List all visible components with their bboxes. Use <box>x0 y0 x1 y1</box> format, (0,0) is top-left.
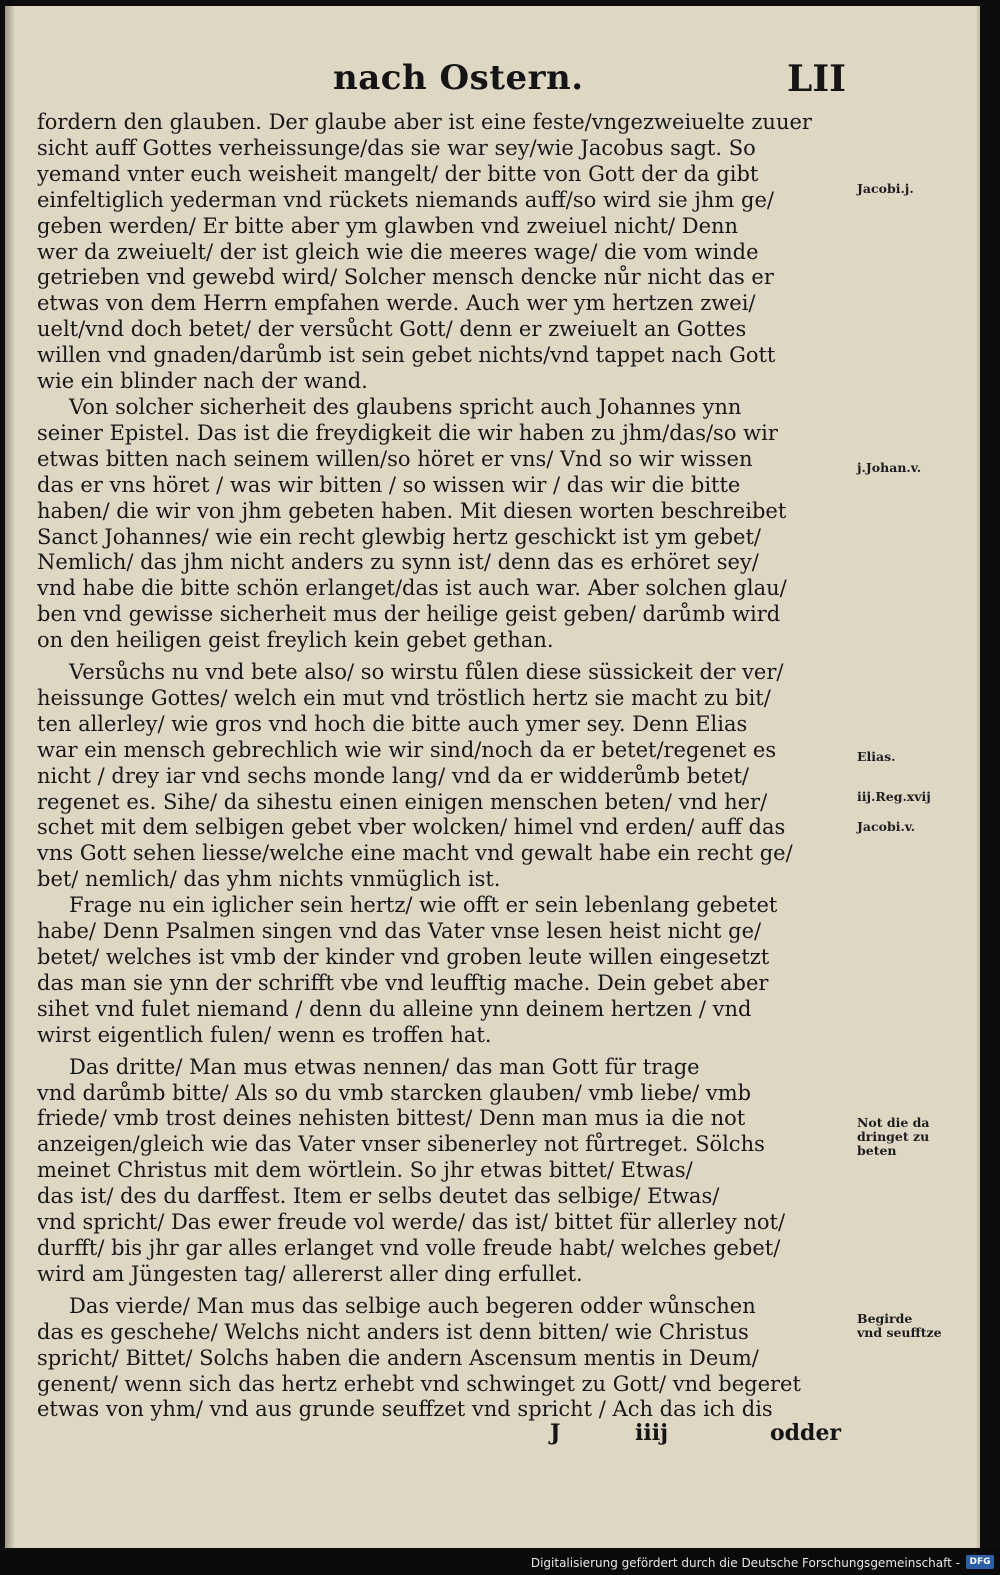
signature-number: iiij <box>635 1420 669 1446</box>
text-line: uelt/vnd doch betet/ der versůcht Gott/ denn er zweiuelt an Gottes <box>37 317 747 342</box>
text-line: habe/ Denn Psalmen singen vnd das Vater vnse lesen heist nicht ge/ <box>37 919 762 944</box>
marginal-note <box>857 1312 967 1340</box>
text-line: Sanct Johannes/ wie ein recht glewbig hertz geschickt ist ym gebet/ <box>37 524 761 549</box>
text-line: Von solcher sicherheit des glaubens spricht auch Johannes ynn <box>69 394 742 419</box>
text-line: durfft/ bis jhr gar alles erlanget vnd volle freude habt/ welches gebet/ <box>37 1235 781 1260</box>
marginal-line: dringet zu <box>857 1130 930 1144</box>
text-line: fordern den glauben. Der glaube aber ist eine feste/vngezweiuelte zuuer <box>37 110 812 134</box>
footer-credit: Digitalisierung gefördert durch die Deutsche Forschungsgemeinschaft - <box>530 1556 960 1570</box>
text-line: bet/ nemlich/ das yhm nichts vnmüglich ist. <box>37 867 501 892</box>
text-line: yemand vnter euch weisheit mangelt/ der bitte von Gott der da gibt <box>37 161 759 186</box>
text-line: vnd darůmb bitte/ Als so du vmb starcken glauben/ vmb liebe/ vmb <box>37 1080 752 1105</box>
text-line: schet mit dem selbigen gebet vber wolcken/ himel vnd erden/ auff das <box>37 815 786 840</box>
text-line: haben/ die wir von jhm gebeten haben. Mit diesen worten beschreibet <box>37 498 787 523</box>
text-line: das er vns höret / was wir bitten / so wissen wir / das wir die bitte <box>37 472 741 497</box>
text-line: wirst eigentlich fulen/ wenn es troffen hat. <box>37 1022 492 1047</box>
text-line: vnd spricht/ Das ewer freude vol werde/ das ist/ bittet für allerley not/ <box>37 1210 786 1235</box>
text-line: etwas von dem Herrn empfahen werde. Auch wer ym hertzen zwei/ <box>37 291 756 316</box>
body-text <box>37 110 857 1423</box>
text-line: anzeigen/gleich wie das Vater vnser sibenerley not fůrtreget. Sölchs <box>37 1132 765 1157</box>
text-line: nicht / drey iar vnd sechs monde lang/ vnd da er widderůmb betet/ <box>37 763 749 788</box>
marginal-note: iij.Reg.xvij <box>857 789 931 804</box>
catchword: odder <box>770 1420 842 1446</box>
text-line: on den heiligen geist freylich kein gebet gethan. <box>37 628 554 653</box>
digitization-footer <box>0 1550 1000 1575</box>
dfg-logo: DFG <box>966 1555 994 1569</box>
page-gutter-shadow <box>5 6 15 1548</box>
text-line: meinet Christus mit dem wörtlein. So jhr etwas bittet/ Etwas/ <box>37 1158 693 1183</box>
marginal-line: Not die da <box>857 1116 930 1130</box>
text-line: das man sie ynn der schrifft vbe vnd leufftig mache. Dein gebet aber <box>37 970 769 995</box>
text-line: etwas bitten nach seinem willen/so höret er vns/ Vnd so wir wissen <box>37 446 753 471</box>
text-line: geben werden/ Er bitte aber ym glawben vnd zweiuel nicht/ Denn <box>37 213 739 238</box>
text-line: willen vnd gnaden/darůmb ist sein gebet nichts/vnd tappet nach Gott <box>37 343 776 368</box>
marginal-line: beten <box>857 1144 897 1158</box>
marginal-line: vnd seufftze <box>857 1326 942 1340</box>
book-page <box>5 6 980 1548</box>
text-line: betet/ welches ist vmb der kinder vnd groben leute willen eingesetzt <box>37 945 770 969</box>
text-line: sicht auff Gottes verheissunge/das sie war sey/wie Jacobus sagt. So <box>37 135 756 160</box>
text-line: getrieben vnd gewebd wird/ Solcher mensch dencke nůr nicht das er <box>37 265 774 290</box>
text-line: Versůchs nu vnd bete also/ so wirstu fůlen diese süssickeit der ver/ <box>69 660 784 685</box>
folio-number: LII <box>787 58 846 100</box>
text-line: das es geschehe/ Welchs nicht anders ist denn bitten/ wie Christus <box>37 1319 749 1344</box>
text-line: das ist/ des du darffest. Item er selbs deutet das selbige/ Etwas/ <box>37 1184 720 1209</box>
text-line: Frage nu ein iglicher sein hertz/ wie offt er sein lebenlang gebetet <box>69 893 778 918</box>
text-line: Nemlich/ das jhm nicht anders zu synn ist/ denn das es erhöret sey/ <box>37 550 759 575</box>
text-line: einfeltiglich yederman vnd rückets niemands auff/so wird sie jhm ge/ <box>37 187 774 212</box>
text-line: wird am Jüngesten tag/ allererst aller ding erfullet. <box>37 1261 583 1286</box>
text-line: Das dritte/ Man mus etwas nennen/ das man Gott für trage <box>69 1054 700 1079</box>
text-line: vns Gott sehen liesse/welche eine macht vnd gewalt habe ein recht ge/ <box>37 841 793 866</box>
text-line: regenet es. Sihe/ da sihestu einen einigen menschen beten/ vnd her/ <box>37 789 768 814</box>
text-line: heissunge Gottes/ welch ein mut vnd tröstlich hertz sie macht zu bit/ <box>37 685 771 710</box>
text-line: genent/ wenn sich das hertz erhebt vnd schwinget zu Gott/ vnd begeret <box>37 1371 801 1396</box>
marginal-note: Jacobi.v. <box>857 819 916 834</box>
marginal-note <box>857 1116 967 1158</box>
text-line: seiner Epistel. Das ist die freydigkeit die wir haben zu jhm/das/so wir <box>37 420 778 445</box>
text-line: Das vierde/ Man mus das selbige auch begeren odder wůnschen <box>69 1293 756 1318</box>
marginal-note: j.Johan.v. <box>857 460 922 475</box>
text-line: vnd habe die bitte schön erlanget/das ist auch war. Aber solchen glau/ <box>37 576 787 601</box>
text-line: war ein mensch gebrechlich wie wir sind/noch da er betet/regenet es <box>37 737 777 762</box>
marginal-note: Elias. <box>857 749 896 764</box>
text-line: spricht/ Bittet/ Solchs haben die andern Ascensum mentis in Deum/ <box>37 1345 759 1370</box>
signature-mark: J <box>550 1420 561 1446</box>
marginal-note: Jacobi.j. <box>857 181 914 196</box>
text-line: ben vnd gewisse sicherheit mus der heilige geist geben/ darůmb wird <box>37 602 781 627</box>
marginal-line: Begirde <box>857 1312 913 1326</box>
text-line: wie ein blinder nach der wand. <box>37 369 368 394</box>
text-line: friede/ vmb trost deines nehisten bittest/ Denn man mus ia die not <box>37 1106 746 1131</box>
text-line: wer da zweiuelt/ der ist gleich wie die meeres wage/ die vom winde <box>37 239 759 264</box>
running-head: nach Ostern. <box>333 58 584 98</box>
text-line: sihet vnd fulet niemand / denn du alleine ynn deinem hertzen / vnd <box>37 996 752 1021</box>
text-line: ten allerley/ wie gros vnd hoch die bitte auch ymer sey. Denn Elias <box>37 711 748 736</box>
text-line: etwas von yhm/ vnd aus grunde seuffzet vnd spricht / Ach das ich dis <box>37 1397 773 1422</box>
